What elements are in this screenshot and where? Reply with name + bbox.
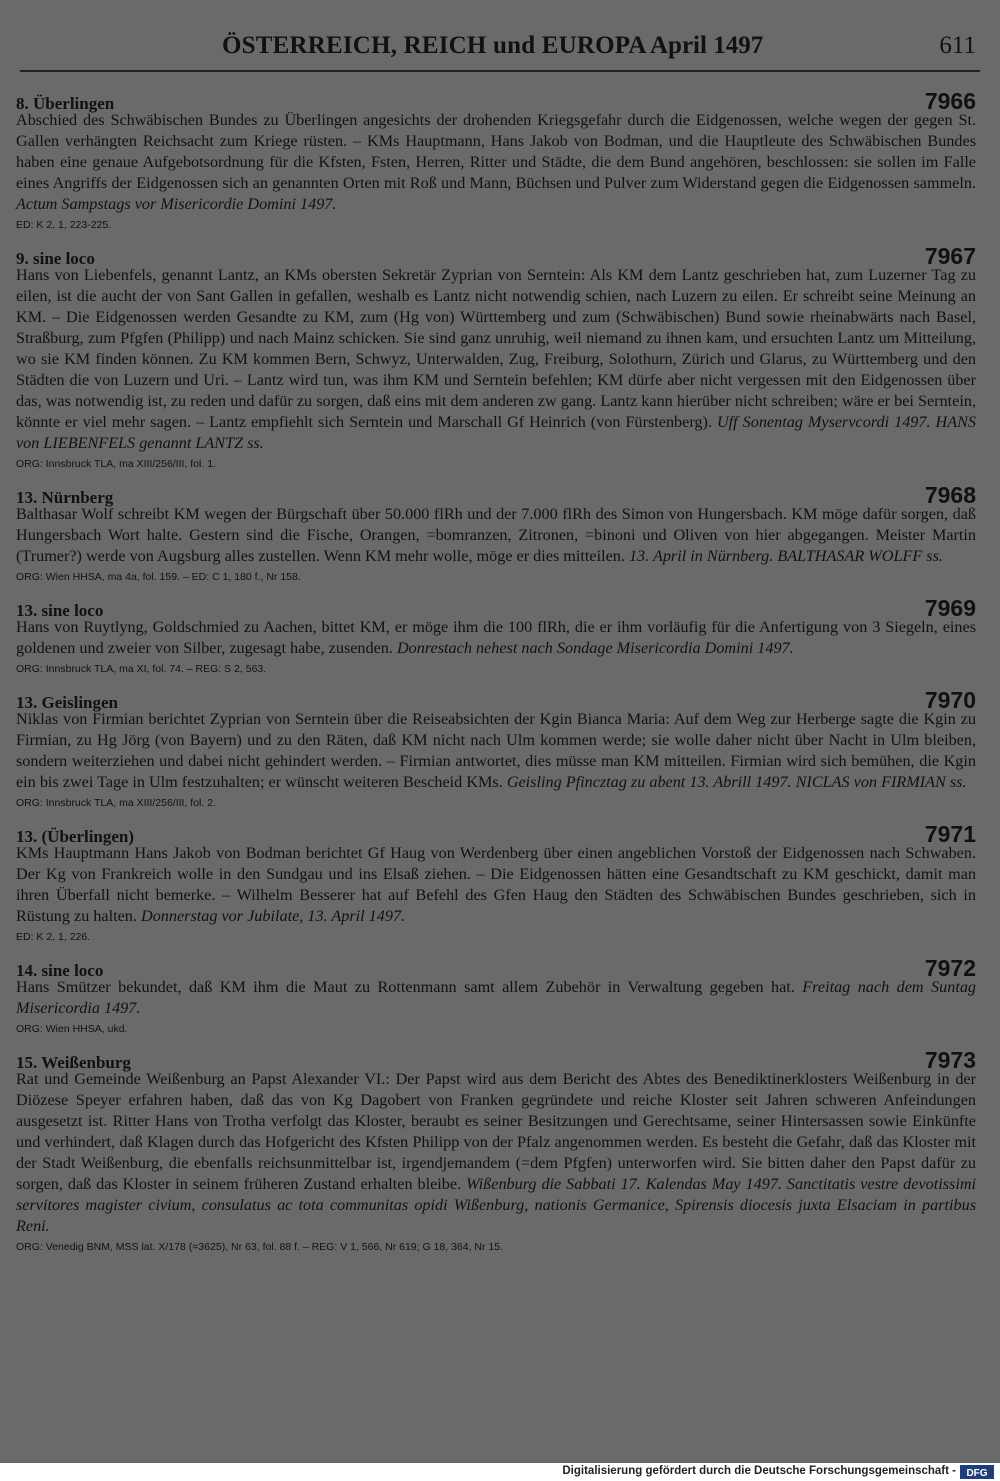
entry-dating: Wißenburg die Sabbati 17. Kalendas May 1497. Sanctitatis vestre devotissimi servitores magister civium, consulatus ac tota communitas opidi Wißenburg, nationis Germanice, Spirensis diocesis juxta Elsaciam in partibus Reni. <box>16 1175 977 1235</box>
entry-dating: Freitag nach dem Suntag Misericordia 1497. <box>16 978 977 1017</box>
entry-place: 13. Geislingen <box>16 693 119 712</box>
entry-dating: 13. April in Nürnberg. BALTHASAR WOLFF ss. <box>628 547 943 565</box>
entry-text: Hans von Ruytlyng, Goldschmied zu Aachen, bittet KM, er möge ihm die 100 flRh, die er ihm vorläufig für die Anfertigung von 3 Siegeln, eines goldenen und zweier von Silber, zugesagt habe, zusenden. Donrestach nehest nach Sondage Misericordia Domini 1497. <box>16 618 976 657</box>
entry-text: KMs Hauptmann Hans Jakob von Bodman berichtet Gf Haug von Werdenberg über einen angeblichen Vorstoß der Eidgenossen nach Schwaben. Der Kg von Frankreich wolle in den Sundgau und ins Elsaß ziehen. – Die Eidgenossen hätten eine Gesandtschaft zu KM geschickt, damit man ihren Überfall nicht bemerke. – Wilhelm Besserer hat auf Befehl des Gfen Haug den Städten des Schwäbischen Bundes geschrieben, sich in Rüstung zu halten. Donnerstag vor Jubilate, 13. April 1497. <box>16 844 976 925</box>
entries-list <box>16 88 976 1265</box>
entry-text: Hans Smützer bekundet, daß KM ihm die Maut zu Rottenmann samt allem Zubehör in Verwaltung gegeben hat. Freitag nach dem Suntag Misericordia 1497. <box>16 978 977 1017</box>
entry-7973 <box>16 1047 976 1255</box>
entry-dating: Donrestach nehest nach Sondage Misericordia Domini 1497. <box>396 639 794 657</box>
entry-number: 7971 <box>924 821 976 847</box>
entry-7968 <box>16 482 976 585</box>
header-date: April 1497 <box>650 32 764 59</box>
dfg-logo-text: DFG <box>966 1468 988 1479</box>
entry-source: ORG: Venedig BNM, MSS lat. X/178 (=3625), Nr 63, fol. 88 f. – REG: V 1, 566, Nr 619; G 18, 364, Nr 15. <box>16 1241 504 1253</box>
entry-place: 14. sine loco <box>16 961 104 980</box>
entry-source: ED: K 2, 1, 223-225. <box>16 219 112 231</box>
entry-7971 <box>16 821 976 945</box>
footer-bar <box>0 1463 1000 1481</box>
entry-7967 <box>16 243 976 472</box>
entry-place: 13. (Überlingen) <box>16 827 135 846</box>
entry-number: 7973 <box>924 1047 976 1073</box>
header-title: ÖSTERREICH, REICH und EUROPA <box>222 32 647 59</box>
entry-dating: Geisling Pfincztag zu abent 13. Abrill 1497. NICLAS von FIRMIAN ss. <box>506 773 967 791</box>
entry-7969 <box>16 595 976 677</box>
entry-number: 7966 <box>924 88 976 114</box>
entry-source: ORG: Wien HHSA, ma 4a, fol. 159. – ED: C 1, 180 f., Nr 158. <box>16 571 301 583</box>
entry-7970 <box>16 687 976 811</box>
entry-source: ORG: Innsbruck TLA, ma XIII/256/III, fol. 1. <box>16 458 216 470</box>
entry-text: Abschied des Schwäbischen Bundes zu Überlingen angesichts der drohenden Kriegsgefahr durch die Eidgenossen, welche wegen der gegen St. Gallen verhängten Reichsacht zum Kriege rüsten. – KMs Hauptmann, Hans Jakob von Bodman, und die Hauptleute des Schwäbischen Bundes haben eine genaue Aufgebotsordnung für die Kfsten, Fsten, Herren, Ritter und Städte, die dem Bund angehören, beschlossen: sie sollen im Falle eines Angriffs der Eidgenossen sich an genannten Orten mit Roß und Mann, Büchsen und Pulver zum Widerstand gegen die Eidgenossen sammeln. Actum Sampstags vor Misericordie Domini 1497. <box>16 111 976 213</box>
entry-place: 13. Nürnberg <box>16 488 114 507</box>
entry-source: ED: K 2, 1, 226. <box>16 931 91 943</box>
entry-dating: Uff Sonentag Myservcordi 1497. HANS von LIEBENFELS genannt LANTZ ss. <box>16 413 977 452</box>
entry-number: 7968 <box>924 482 976 508</box>
entry-place: 9. sine loco <box>16 249 95 268</box>
entry-number: 7972 <box>924 955 976 981</box>
running-header <box>0 30 1000 70</box>
dfg-logo-icon <box>960 1465 994 1479</box>
entry-number: 7967 <box>924 243 976 269</box>
entry-dating: Actum Sampstags vor Misericordie Domini 1497. <box>16 195 337 213</box>
entry-place: 8. Überlingen <box>16 94 115 113</box>
header-rule <box>20 70 980 72</box>
entry-text: Balthasar Wolf schreibt KM wegen der Bürgschaft über 50.000 flRh und der 7.000 flRh des Simon von Hungersbach. KM möge dafür sorgen, daß Hungersbach Wort halte. Gestern sind die Fische, Orangen, =bomranzen, Zitronen, =binoni und Oliven von hier abgegangen. Meister Martin (Trumer?) werde von Augsburg alles zustellen. Wenn KM mehr wolle, möge er dies mitteilen. 13. April in Nürnberg. BALTHASAR WOLFF ss. <box>16 505 976 565</box>
entry-source: ORG: Wien HHSA, ukd. <box>16 1023 128 1035</box>
funding-credit: Digitalisierung gefördert durch die Deutsche Forschungsgemeinschaft - <box>562 1465 956 1477</box>
entry-text: Rat und Gemeinde Weißenburg an Papst Alexander VI.: Der Papst wird aus dem Bericht des Abtes des Benediktinerklosters Weißenburg in der Diözese Speyer erfahren haben, daß das von Kg Dagobert von Franken gegründete und reiche Kloster seit Jahren schweren Anfeindungen ausgesetzt ist. Ritter Hans von Trotha verfolgt das Kloster, beraubt es seiner Besitzungen und Gerechtsame, seiner Hintersassen sowie Einkünfte und verhindert, daß Klagen durch das Hofgericht des Kfsten Philipp von der Pfalz angenommen werden. Es besteht die Gefahr, daß das Kloster mit der Stadt Weißenburg, die ebenfalls reichsunmittelbar ist, irgendjemandem (=dem Pfgfen) unterworfen wird. Sie bitten daher den Papst dafür zu sorgen, daß das Kloster in seinem früheren Zustand erhalten bleibe. Wißenburg die Sabbati 17. Kalendas May 1497. Sanctitatis vestre devotissimi servitores magister civium, consulatus ac tota communitas opidi Wißenburg, nationis Germanice, Spirensis diocesis juxta Elsaciam in partibus Reni. <box>16 1070 977 1235</box>
entry-number: 7969 <box>924 595 976 621</box>
entry-dating: Donnerstag vor Jubilate, 13. April 1497. <box>141 907 406 925</box>
page-number: 611 <box>939 32 976 59</box>
entry-source: ORG: Innsbruck TLA, ma XI, fol. 74. – REG: S 2, 563. <box>16 663 267 675</box>
entry-text: Hans von Liebenfels, genannt Lantz, an KMs obersten Sekretär Zyprian von Serntein: Als KM dem Lantz geschrieben hat, zum Luzerner Tag zu eilen, ist die aucht der von Sant Gallen in gefallen, weshalb es Lantz nicht notwendig schien, nach Luzern zu eilen. Er schreibt seine Meinung an KM. – Die Eidgenossen werden Gesandte zu KM, zum (Hg von) Württemberg und zum (Schwäbischen) Bund sowie rheinabwärts nach Basel, Straßburg, zum Pfgfen (Philipp) und nach Mainz schicken. Sie sind ganz unruhig, weil niemand zu ihnen kam, und ersuchten Lantz um Mitteilung, wo sie KM finden können. Zu KM kommen Bern, Schwyz, Unterwalden, Zug, Freiburg, Solothurn, Zürich und Glarus, zu Württemberg und den Städten die von Luzern und Uri. – Lantz wird tun, was ihm KM und Serntein befehlen; KM dürfe aber nicht vergessen mit den Eidgenossen über das, was notwendig ist, zu reden und dafür zu sorgen, daß eins mit dem anderen zw gang. Lantz kann hierüber nicht schreiben; wäre er bei Serntein, könnte er viel mehr sagen. – Lantz empfiehlt sich Serntein und Marschall Gf Heinrich (von Fürstenberg). Uff Sonentag Myservcordi 1497. HANS von LIEBENFELS genannt LANTZ ss. <box>16 266 977 452</box>
entry-source: ORG: Innsbruck TLA, ma XIII/256/III, fol. 2. <box>16 797 216 809</box>
entry-place: 13. sine loco <box>16 601 104 620</box>
entry-number: 7970 <box>924 687 976 713</box>
entry-7966 <box>16 88 976 233</box>
entry-place: 15. Weißenburg <box>16 1053 131 1072</box>
entry-text: Niklas von Firmian berichtet Zyprian von Serntein über die Reiseabsichten der Kgin Bianca Maria: Auf dem Weg zur Herberge sagte die Kgin zu Firmian, zu Hg Jörg (von Bayern) und zu den Räten, daß KM nicht nach Ulm kommen werde; sie wolle daher nicht über Nacht in Ulm bleiben, sondern weiterziehen und dabei nicht gehindert werden. – Firmian antwortet, dies müsse man KM mitteilen. Firmian wird sich bemühen, die Kgin ein bis zwei Tage in Ulm festzuhalten; er wünscht weiteren Bescheid KMs. Geisling Pfincztag zu abent 13. Abrill 1497. NICLAS von FIRMIAN ss. <box>16 710 976 791</box>
entry-7972 <box>16 955 976 1037</box>
